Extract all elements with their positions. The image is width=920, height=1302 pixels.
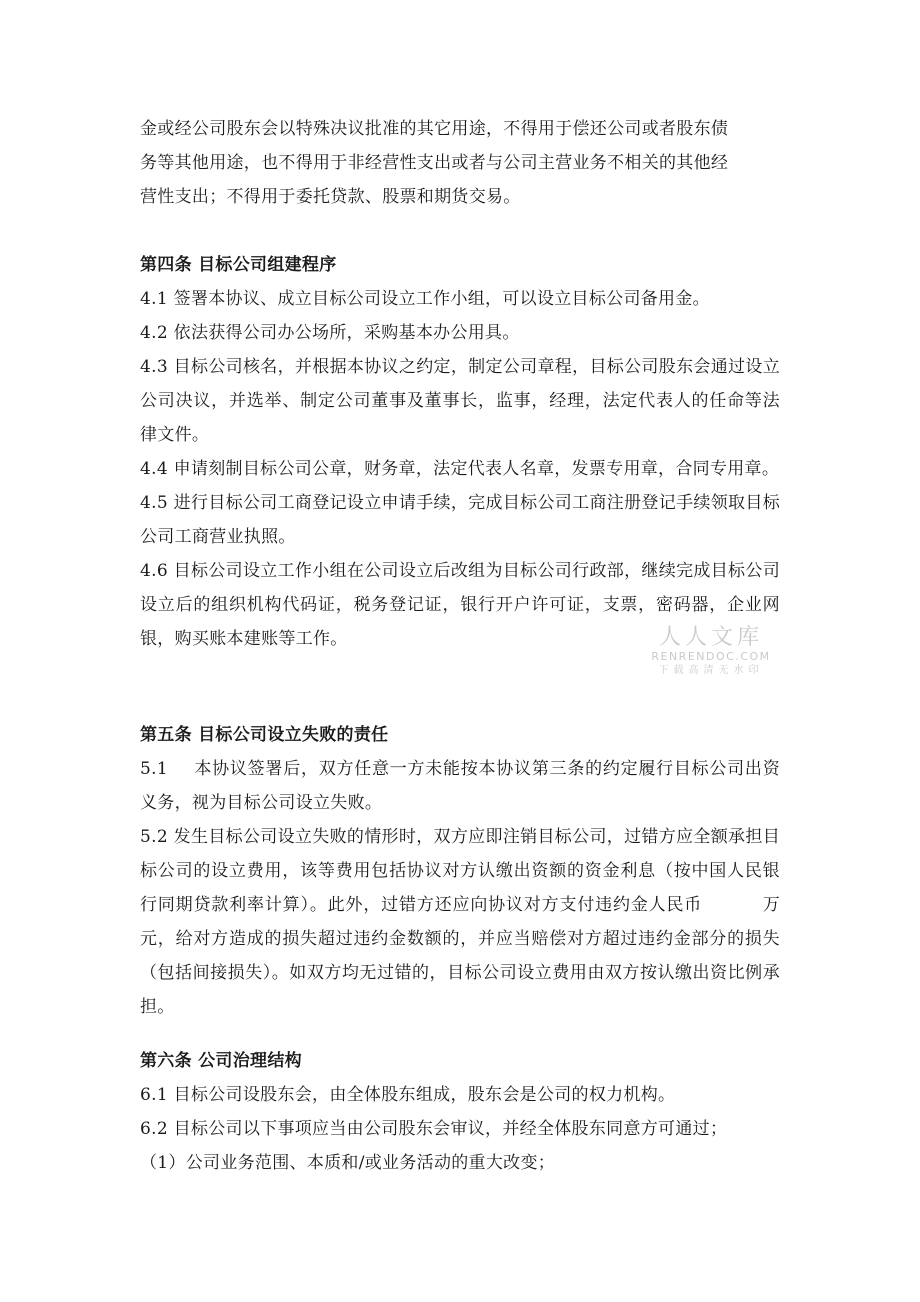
section-4-heading: 第四条 目标公司组建程序 <box>140 255 337 275</box>
section-6 <box>140 1044 780 1180</box>
clause-4-5: 4.5 进行目标公司工商登记设立申请手续，完成目标公司工商注册登记手续领取目标公司工商营业执照。 <box>140 493 780 547</box>
clause-4-4: 4.4 申请刻制目标公司公章，财务章，法定代表人名章，发票专用章，合同专用章。 <box>140 459 780 479</box>
clause-4-2: 4.2 依法获得公司办公场所，采购基本办公用具。 <box>140 323 520 343</box>
intro-paragraph <box>140 112 780 214</box>
clause-4-3: 4.3 目标公司核名，并根据本协议之约定，制定公司章程，目标公司股东会通过设立公司决议，并选举、制定公司董事及董事长，监事，经理，法定代表人的任命等法律文件。 <box>140 357 780 445</box>
clause-6-2-1: （1）公司业务范围、本质和/或业务活动的重大改变； <box>140 1153 556 1173</box>
clause-5-2 <box>140 820 780 1024</box>
clause-4-6: 4.6 目标公司设立工作小组在公司设立后改组为目标公司行政部，继续完成目标公司设立后的组织机构代码证，税务登记证，银行开户许可证，支票，密码器，企业网银，购买账本建账等工作。 <box>140 561 780 649</box>
section-4 <box>140 248 780 656</box>
clause-6-1: 6.1 目标公司设股东会，由全体股东组成，股东会是公司的权力机构。 <box>140 1085 676 1105</box>
watermark-url: RENRENDOC.COM <box>651 650 771 663</box>
watermark-logo <box>646 626 776 678</box>
clause-5-1-text: 本协议签署后，双方任意一方未能按本协议第三条的约定履行目标公司出资义务，视为目标公司设立失败。 <box>140 759 780 813</box>
clause-6-2: 6.2 目标公司以下事项应当由公司股东会审议，并经全体股东同意方可通过； <box>140 1119 728 1139</box>
clause-5-2-text-a: 5.2 发生目标公司设立失败的情形时，双方应即注销目标公司，过错方应全额承担目标公司的设立费用，该等费用包括协议对方认缴出资额的资金利息（按中国人民银行同期贷款利率计算）。此外，过错方还应向协议对方支付违约金人民币 <box>140 827 780 915</box>
intro-line: 务等其他用途，也不得用于非经营性支出或者与公司主营业务不相关的其他经 <box>140 153 729 173</box>
clause-5-2-text-b: 万元，给对方造成的损失超过违约金数额的，并应当赔偿对方超过违约金部分的损失（包括间接损失）。如双方均无过错的，目标公司设立费用由双方按认缴出资比例承担。 <box>140 895 780 1017</box>
watermark-subtitle: 下载高清无水印 <box>658 665 764 676</box>
intro-line: 金或经公司股东会以特殊决议批准的其它用途，不得用于偿还公司或者股东债 <box>140 119 729 139</box>
clause-5-1-number: 5.1 <box>140 759 168 779</box>
clause-5-1 <box>140 752 780 820</box>
section-5-heading: 第五条 目标公司设立失败的责任 <box>140 725 389 745</box>
section-5 <box>140 718 780 1024</box>
section-6-heading: 第六条 公司治理结构 <box>140 1051 302 1071</box>
clause-4-1: 4.1 签署本协议、成立目标公司设立工作小组，可以设立目标公司备用金。 <box>140 289 710 309</box>
intro-line: 营性支出；不得用于委托贷款、股票和期货交易。 <box>140 187 521 207</box>
watermark-title: 人人文库 <box>658 625 763 650</box>
